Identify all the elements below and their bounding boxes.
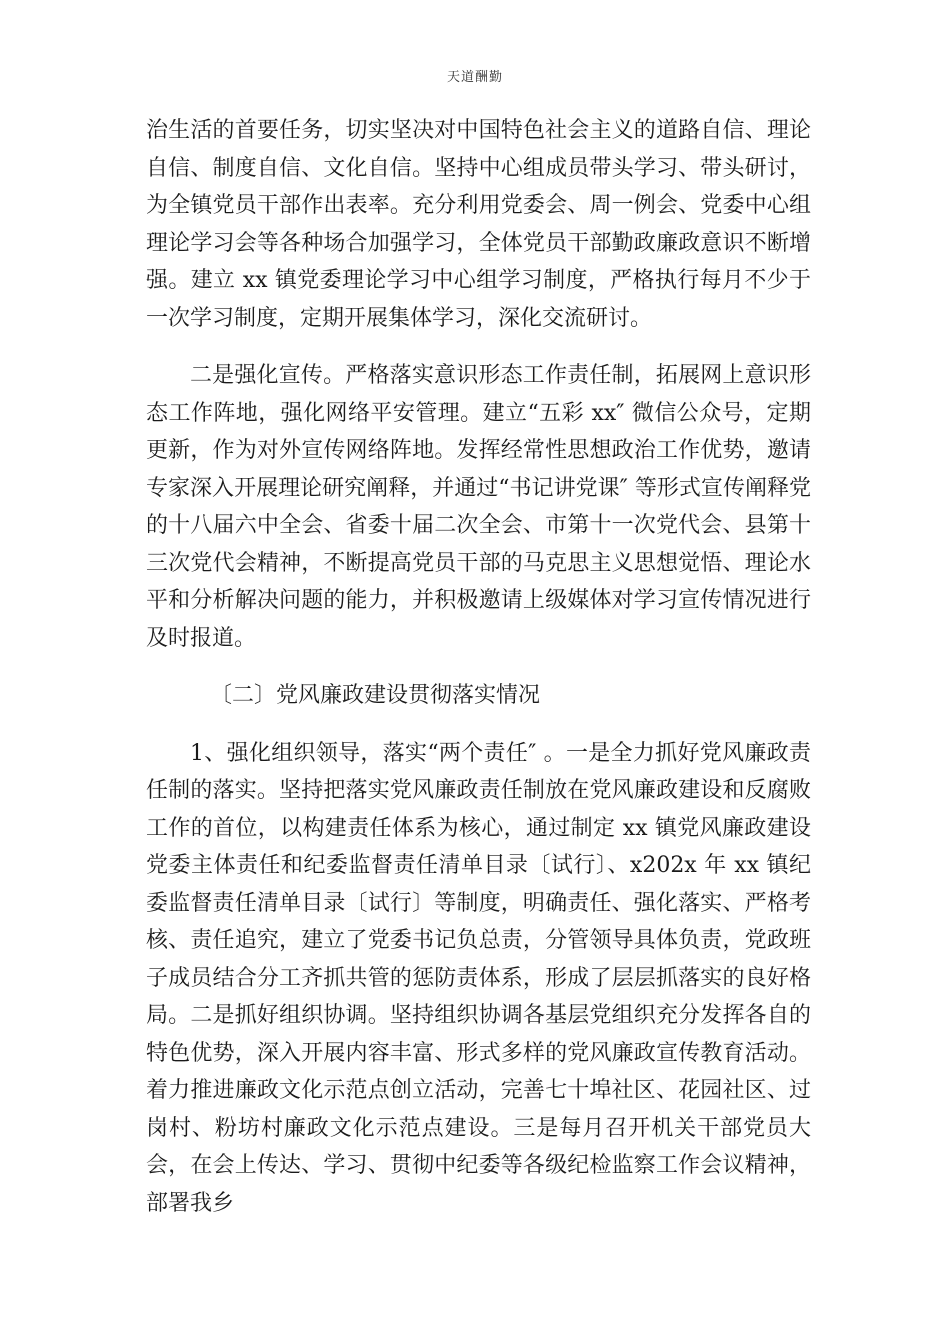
paragraph-gap bbox=[146, 657, 811, 677]
page-header: 天道酬勤 bbox=[446, 70, 503, 85]
section-heading: 〔二〕党风廉政建设贯彻落实情况 bbox=[210, 683, 541, 708]
document-body bbox=[146, 112, 811, 1222]
paragraph-gap bbox=[146, 715, 811, 735]
paragraph-organization-leadership: 1、强化组织领导，落实“两个责任″ 。一是全力抓好党风廉政责任制的落实。坚持把落实党风廉政责任制放在党风廉政建设和反腐败工作的首位，以构建责任体系为核心，通过制定 xx 镇党风廉政建设党委主体责任和纪委监督责任清单目录〔试行〕、x202x 年 xx 镇纪委监督责任清单目录〔试行〕等制度，明确责任、强化落实、严格考核、责任追究，建立了党委书记负总责，分管领导具体负责，党政班子成员结合分工齐抓共管的惩防责体系，形成了层层抓落实的良好格局。二是抓好组织协调。坚持组织协调各基层党组织充分发挥各自的特色优势，深入开展内容丰富、形式多样的党风廉政宣传教育活动。着力推进廉政文化示范点创立活动，完善七十埠社区、花园社区、过岗村、粉坊村廉政文化示范点建设。三是每月召开机关干部党员大会，在会上传达、学习、贯彻中纪委等各级纪检监察工作会议精神，部署我乡 bbox=[146, 740, 811, 1216]
paragraph-study-continued: 治生活的首要任务，切实坚决对中国特色社会主义的道路自信、理论自信、制度自信、文化自信。坚持中心组成员带头学习、带头研讨，为全镇党员干部作出表率。充分利用党委会、周一例会、党委中心组理论学习会等各种场合加强学习，全体党员干部勤政廉政意识不断增强。建立 xx 镇党委理论学习中心组学习制度，严格执行每月不少于一次学习制度，定期开展集体学习，深化交流研讨。 bbox=[146, 118, 811, 331]
paragraph-gap bbox=[146, 337, 811, 357]
paragraph-publicity: 二是强化宣传。严格落实意识形态工作责任制，拓展网上意识形态工作阵地，强化网络平安管理。建立“五彩 xx″ 微信公众号，定期更新，作为对外宣传网络阵地。发挥经常性思想政治工作优势，邀请专家深入开展理论研究阐释，并通过“书记讲党课″ 等形式宣传阐释党的十八届六中全会、省委十届二次全会、市第十一次党代会、县第十三次党代会精神，不断提高党员干部的马克思主义思想觉悟、理论水平和分析解决问题的能力，并积极邀请上级媒体对学习宣传情况进行及时报道。 bbox=[146, 363, 811, 651]
